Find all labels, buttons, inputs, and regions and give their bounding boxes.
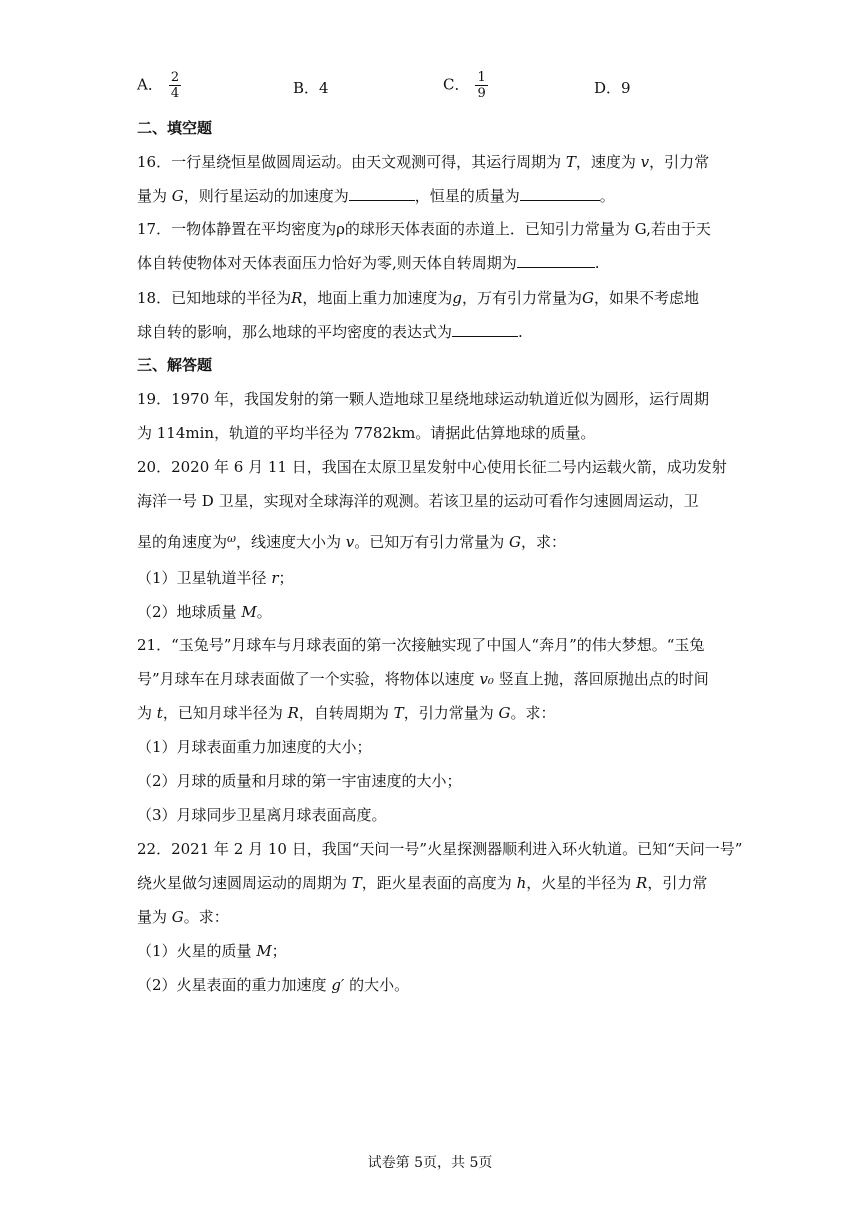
q21-sub1: （1）月球表面重力加速度的大小； — [137, 738, 372, 756]
q17-line2: 体自转使物体对天体表面压力恰好为零,则天体自转周期为 . — [137, 254, 600, 272]
section-title-answer: 三、解答题 — [137, 356, 213, 374]
answer-blank — [349, 186, 415, 201]
answer-blank — [452, 322, 518, 337]
q21-line3: 为 t，已知月球半径为 R，自转周期为 T，引力常量为 G。求： — [137, 704, 556, 722]
page-footer: 试卷第 5页，共 5页 — [367, 1155, 493, 1171]
option-a: A． $\frac{2}{4}$ — [137, 70, 180, 101]
q19-line1: 19．1970 年，我国发射的第一颗人造地球卫星绕地球运动轨道近似为圆形，运行周期 — [137, 390, 710, 408]
answer-blank — [520, 186, 600, 201]
option-d: D．9 — [594, 79, 631, 97]
answer-blank — [517, 253, 595, 268]
q21-line2: 号”月球车在月球表面做了一个实验，将物体以速度 v₀ 竖直上抛，落回原抛出点的时间 — [137, 670, 709, 688]
q16-line2: 量为 G，则行星运动的加速度为 ，恒星的质量为 。 — [137, 187, 615, 205]
q17-line1: 17．一物体静置在平均密度为ρ的球形天体表面的赤道上．已知引力常量为 G,若由于天 — [137, 220, 711, 238]
section-title-fill-in: 二、填空题 — [137, 119, 213, 137]
option-b: B．4 — [293, 79, 329, 97]
fraction-c: $\frac{1}{9}$ — [477, 70, 486, 101]
q22-line2: 绕火星做匀速圆周运动的周期为 T，距火星表面的高度为 h，火星的半径为 R，引力常 — [137, 874, 708, 892]
q20-line3: 星的角速度为$^\omega$，线速度大小为 v。已知万有引力常量为 G，求： — [137, 532, 567, 551]
q16-line1: 16．一行星绕恒星做圆周运动。由天文观测可得，其运行周期为 T，速度为 v，引力常 — [137, 153, 710, 171]
q18-line2: 球自转的影响，那么地球的平均密度的表达式为 . — [137, 323, 523, 341]
q20-line1: 20．2020 年 6 月 11 日，我国在太原卫星发射中心使用长征二号内运载火箭，成功发射 — [137, 458, 727, 476]
q21-line1: 21．“玉兔号”月球车与月球表面的第一次接触实现了中国人“奔月”的伟大梦想。“玉兔 — [137, 636, 705, 654]
q21-sub2: （2）月球的质量和月球的第一宇宙速度的大小； — [137, 772, 462, 790]
q21-sub3: （3）月球同步卫星离月球表面高度。 — [137, 806, 387, 824]
q22-sub2: （2）火星表面的重力加速度 g′ 的大小。 — [137, 976, 410, 994]
q20-sub2: （2）地球质量 M。 — [137, 603, 272, 621]
q18-line1: 18．已知地球的半径为R，地面上重力加速度为g，万有引力常量为G，如果不考虑地 — [137, 289, 700, 307]
q20-sub1: （1）卫星轨道半径 r； — [137, 569, 294, 587]
q22-line1: 22．2021 年 2 月 10 日，我国“天问一号”火星探测器顺利进入环火轨道。已知“天问一号” — [137, 840, 743, 858]
fraction-a: $\frac{2}{4}$ — [170, 70, 180, 101]
q22-line3: 量为 G。求： — [137, 908, 229, 926]
q19-line2: 为 114min，轨道的平均半径为 7782km。请据此估算地球的质量。 — [137, 424, 596, 442]
q22-sub1: （1）火星的质量 M； — [137, 942, 287, 960]
q20-line2: 海洋一号 D 卫星，实现对全球海洋的观测。若该卫星的运动可看作匀速圆周运动，卫 — [137, 492, 699, 510]
option-c: C． $\frac{1}{9}$ — [443, 70, 486, 101]
